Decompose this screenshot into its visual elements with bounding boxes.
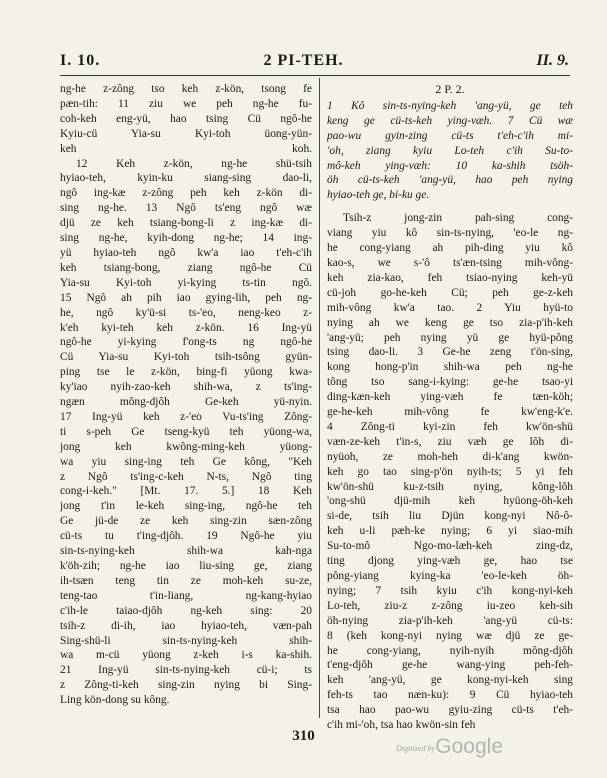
text-line: ping tse le z-kön, bing-fi yüong kwa- xyxy=(60,366,312,379)
text-line: cü-joh go-he-keh Cü; peh ge-z-keh xyxy=(327,286,573,299)
text-line: t'eng-djôh ge-he wang-ying peh-feh- xyxy=(327,659,573,672)
text-line: jong t'in le-keh sing-ing, ngô-he teh xyxy=(60,500,312,513)
text-line: keh tsiang-bong, ziang ngô-he Cü xyxy=(60,261,312,274)
text-line: Lo-teh, ziu-z z-zông iu-zeo keh-sih xyxy=(327,599,573,612)
text-line: kw'ön-shü ku-z-tsih nying, kông-lôh xyxy=(327,480,573,493)
text-line: he cong-yiang ah pih-ding yiu kô xyxy=(327,242,573,255)
text-line: 12 Keh z-kön, ng-he shü-tsih xyxy=(76,157,312,170)
text-line: Sing-shü-li sin-ts-nying-keh shih- xyxy=(60,634,312,647)
text-line: Su-to-mô Ngo-mo-læh-keh zing-dz, xyxy=(327,540,573,553)
right-text-column xyxy=(327,82,573,733)
running-header-right: II. 9. xyxy=(536,52,569,69)
text-line: feh-ts tao næn-ku): 9 Cü hyiao-teh xyxy=(327,689,573,702)
text-line: keh zia-kao, feh tsiao-nying keh-yü xyxy=(327,271,573,284)
running-header-title: 2 PI-TEH. xyxy=(263,52,344,69)
text-line: pông-yiang kying-ka 'eo-le-keh öh- xyxy=(327,570,573,582)
text-line: kong hong-p'in shih-wa peh ng-he xyxy=(327,361,573,374)
google-logo: Google xyxy=(435,735,503,758)
text-line: tsing dao-li. 3 Ge-he zeng t'ön-sing, xyxy=(327,346,573,359)
text-line: k'öh-zih; ng-he iao liu-sing ge, ziang xyxy=(60,560,312,572)
text-line: mih-vông kw'a tao. 2 Yiu hyü-to xyxy=(327,301,573,314)
text-line: sing ng-he. 13 Ngô ts'eng ngô wæ xyxy=(60,202,312,215)
text-line: 'ang-yü; peh nying yü ge hyü-pông xyxy=(327,331,573,344)
summary-line: mô-keh ying-væh: 10 ka-shih tsöh- xyxy=(327,159,573,172)
text-line: 21 Ing-yü sin-ts-nying-keh cü-i; ts xyxy=(60,664,312,677)
text-line: Tsih-z jong-zin pah-sing cong- xyxy=(343,212,573,225)
text-line: ky'iao nyih-zao-keh shih-wa, z ts'ing- xyxy=(60,381,312,394)
text-line: tsa hao pao-wu gyiu-zing cü-ts t'eh- xyxy=(327,704,573,717)
text-line: nyüoh, ze moh-heh di-k'ang kwön- xyxy=(327,450,573,463)
text-line: z Zông-ti-keh sing-zin nying bi Sing- xyxy=(60,679,312,692)
text-line: 8 (keh kong-nyi nying wæ djü ze ge- xyxy=(327,629,573,642)
summary-line: öh cü-ts-keh 'ang-yü, hao peh nying xyxy=(327,174,573,187)
text-line: ti s-peh Ge tseng-kyü teh yüong-wa, xyxy=(60,425,312,438)
text-line: kao-s, we s-'ô ts'æn-tsing mih-vông- xyxy=(327,256,573,269)
chapter-summary-label: 2 P. 2. xyxy=(435,82,465,96)
summary-line: pao-wu gyin-zing cü-ts t'eh-c'ih mi- xyxy=(327,129,573,142)
column-divider xyxy=(319,78,320,718)
summary-line: 1 Kô sin-ts-nying-keh 'ang-yü, ge teh xyxy=(327,99,573,112)
left-text-column xyxy=(60,82,312,708)
text-line: teng-tao t'in-liang, ng-kang-hyiao xyxy=(60,589,312,602)
text-line: coh-keh eng-yü, hao tsing Cü ngô-he xyxy=(60,112,312,125)
text-line: wa yiu sing-ing teh Ge kông, "Keh xyxy=(60,455,312,468)
text-line: Ge jü-de ze keh sing-zin sæn-zông xyxy=(60,515,312,528)
text-line: Cü Yia-su Kyi-toh tsih-tsông gyün- xyxy=(60,351,312,364)
text-line: he cong-yiang, nyih-nyih mông-djôh xyxy=(327,644,573,657)
text-line: 'ong-shü djü-mih keh hyüong-öh-keh xyxy=(327,495,573,508)
text-line: tsih-z di-ih, iao hyiao-teh, væn-pah xyxy=(60,619,312,632)
text-line: jong keh kwông-ming-keh yüong- xyxy=(60,440,312,453)
page-number: 310 xyxy=(292,728,315,744)
text-line: Yia-su Kyi-toh yi-kying ts-tin ngô. xyxy=(60,276,312,289)
text-line: ng-he z-zông tso keh z-kön, tsong fe xyxy=(60,83,312,95)
text-line: Ling kön-dong su kông. xyxy=(60,694,170,707)
summary-gap xyxy=(327,203,573,211)
text-line: Kyiu-cü Yia-su Kyi-toh üong-yün- xyxy=(60,127,312,140)
text-line: sin-ts-nying-keh shih-wa kah-nga xyxy=(60,545,312,558)
chapter-summary xyxy=(327,99,573,203)
text-line: c'ih mi-'oh, tsa hao kwön-sin feh xyxy=(327,719,476,732)
right-body-text xyxy=(327,211,573,733)
text-line: djü ze keh tsiang-bong-li z ing-kæ di- xyxy=(60,217,312,230)
text-line: ngô-he yi-kying f'ong-ts ng ngô-he xyxy=(60,336,312,349)
summary-line: keng ge cü-ts-keh ying-væh. 7 Cü wæ xyxy=(327,114,573,127)
text-line: si-de, tsih liu Djün kong-nyi Nô-ô- xyxy=(327,510,573,523)
text-line: 4 Zông-ti kyi-zin feh kw'ön-shü xyxy=(327,420,573,433)
digitized-by-label: Digitized by xyxy=(396,744,435,753)
running-header-left: I. 10. xyxy=(60,52,101,69)
text-line: öh-nying zia-p'ih-keh 'ang-yü cü-ts: xyxy=(327,614,573,627)
text-line: ding-kæn-keh ying-væh fe tæn-köh; xyxy=(327,391,573,404)
text-line: keh koh. xyxy=(60,142,312,155)
text-line: pæn-tih: 11 ziu we peh ng-he fu- xyxy=(60,97,312,110)
text-line: væn-ze-keh t'in-s, ziu væh ge lôh di- xyxy=(327,435,573,448)
text-line: cü-ts tu t'ing-djôh. 19 Ngô-he yiu xyxy=(60,530,312,543)
text-line: ngô ing-kæ z-zông peh keh z-kön di- xyxy=(60,187,312,200)
text-line: 17 Ing-yü keh z-'eo Vu-ts'ing Zông- xyxy=(60,410,312,423)
header-rule xyxy=(60,75,570,76)
text-line: he, ngô ky'ü-si ts-'eo, neng-keo z- xyxy=(60,306,312,319)
summary-line: hyiao-teh ge, bi-ku ge. xyxy=(327,189,430,202)
text-line: k'eh kyi-teh keh z-kön. 16 Ing-yü xyxy=(60,321,312,334)
text-line: keh 'ang-yü, ge kong-nyi-keh sing xyxy=(327,674,573,687)
text-line: yü hyiao-teh ngô kw'a iao t'eh-c'ih xyxy=(60,246,312,259)
text-line: z Ngô ts'ing-c-keh N-ts, Ngô ting xyxy=(60,470,312,483)
text-line: nying; 7 tsih kyiu c'ih kong-nyi-keh xyxy=(327,584,573,597)
text-line: 15 Ngô ah pih iao gying-lih, peh ng- xyxy=(60,291,312,304)
summary-line: 'oh, ziang kyiu Lo-teh c'ih Su-to- xyxy=(327,144,573,157)
text-line: cong-i-keh." [Mt. 17. 5.] 18 Keh xyxy=(60,485,312,498)
text-line: hyiao-teh, kyin-ku siang-sing dao-li, xyxy=(60,172,312,185)
text-line: wa m-cü yüong z-keh i-s ka-shih. xyxy=(60,649,312,662)
text-line: sing ng-he, kyih-dong ng-he; 14 ing- xyxy=(60,232,312,245)
text-line: nying ah we keng ge tso zia-p'ih-keh xyxy=(327,316,573,329)
text-line: ge-he-keh mih-vông fe kw'eng-k'e. xyxy=(327,406,573,419)
text-line: viang yiu kô sin-ts-nying, 'eo-le ng- xyxy=(327,227,573,240)
text-line: keh u-li pæh-ke nying; 6 yi siao-mih xyxy=(327,525,573,538)
text-line: c'ih-le taiao-djôh ng-keh sing: 20 xyxy=(60,604,312,617)
text-line: ngæn mông-djôh Ge-keh yü-nyin. xyxy=(60,396,312,409)
text-line: ting djong ying-væh ge, hao tse xyxy=(327,555,573,568)
text-line: keh go tao sing-p'ön nyih-ts; 5 yi feh xyxy=(327,465,573,478)
text-line: ih-tsæn teng tin ze moh-keh su-ze, xyxy=(60,574,312,587)
text-line: tông tso sang-i-kying: ge-he tsao-yi xyxy=(327,376,573,389)
